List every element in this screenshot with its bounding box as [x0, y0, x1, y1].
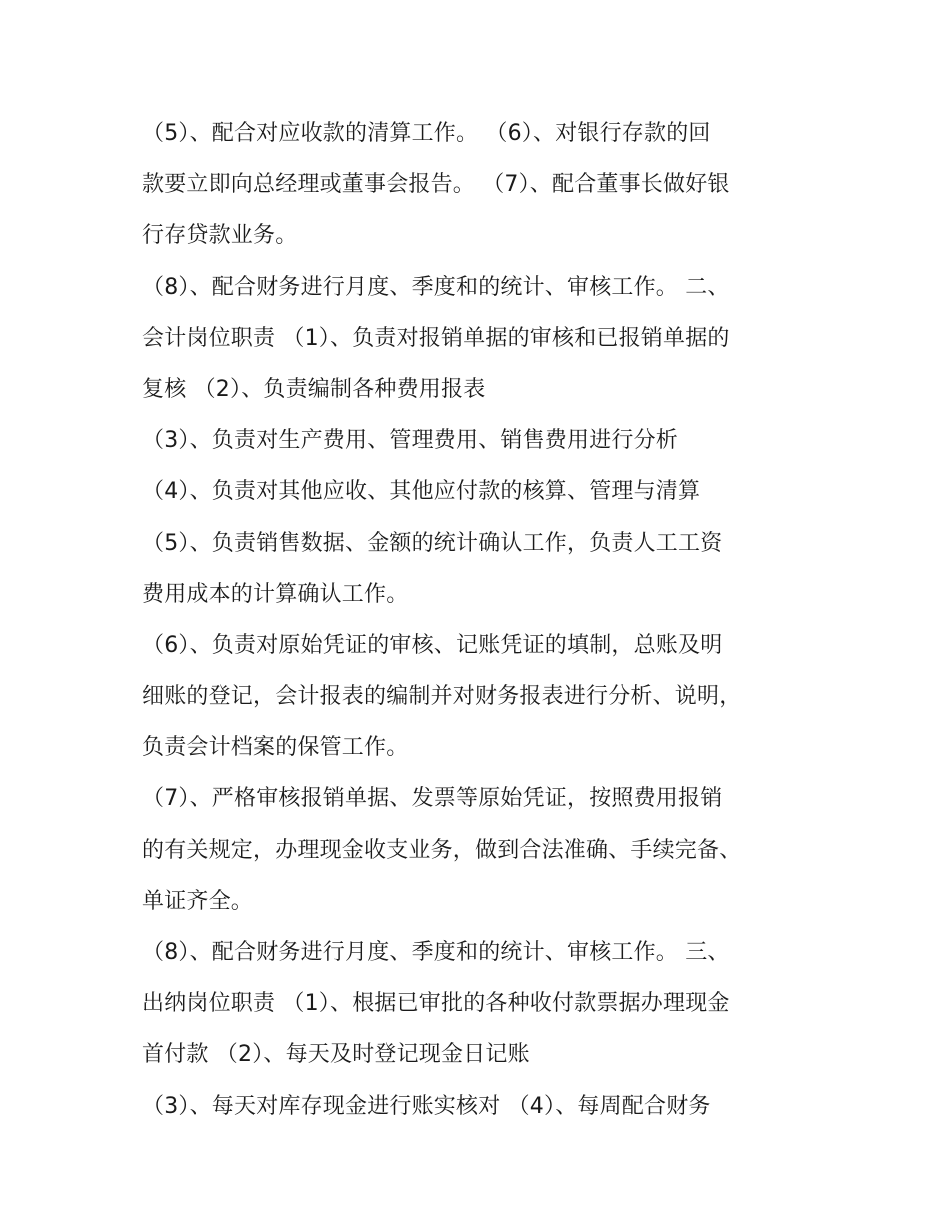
document-body [142, 108, 822, 1132]
text-line: 行存贷款业务。 [142, 223, 298, 249]
text-line: （5）、负责销售数据、金额的统计确认工作，负责人工工资 [142, 530, 723, 556]
text-line: 费用成本的计算确认工作。 [142, 581, 409, 607]
text-line: 复核 （2）、负责编制各种费用报表 [142, 376, 486, 402]
text-line: 单证齐全。 [142, 888, 254, 914]
text-line: （8）、配合财务进行月度、季度和的统计、审核工作。 三、 [142, 940, 730, 965]
text-line: （6）、负责对原始凭证的审核、记账凭证的填制，总账及明 [142, 632, 723, 658]
text-line: 出纳岗位职责 （1）、根据已审批的各种收付款票据办理现金 [142, 991, 730, 1017]
text-line: （5）、配合对应收款的清算工作。 （6）、对银行存款的回 [142, 121, 711, 146]
text-line: 的有关规定，办理现金收支业务，做到合法准确、手续完备、 [142, 837, 742, 863]
text-line: 细账的登记，会计报表的编制并对财务报表进行分析、说明， [142, 684, 742, 710]
text-line: 负责会计档案的保管工作。 [142, 735, 409, 761]
text-line: （8）、配合财务进行月度、季度和的统计、审核工作。 二、 [142, 274, 730, 300]
text-line: （3）、负责对生产费用、管理费用、销售费用进行分析 [142, 428, 678, 454]
text-line: 会计岗位职责 （1）、负责对报销单据的审核和已报销单据的 [142, 325, 730, 351]
text-line: （7）、严格审核报销单据、发票等原始凭证，按照费用报销 [142, 786, 723, 812]
text-line: （4）、负责对其他应收、其他应付款的核算、管理与清算 [142, 479, 701, 505]
text-line: 款要立即向总经理或董事会报告。 （7）、配合董事长做好银 [142, 172, 730, 198]
text-line: 首付款 （2）、每天及时登记现金日记账 [142, 1042, 530, 1068]
text-line: （3）、每天对库存现金进行账实核对 （4）、每周配合财务 [142, 1093, 711, 1119]
